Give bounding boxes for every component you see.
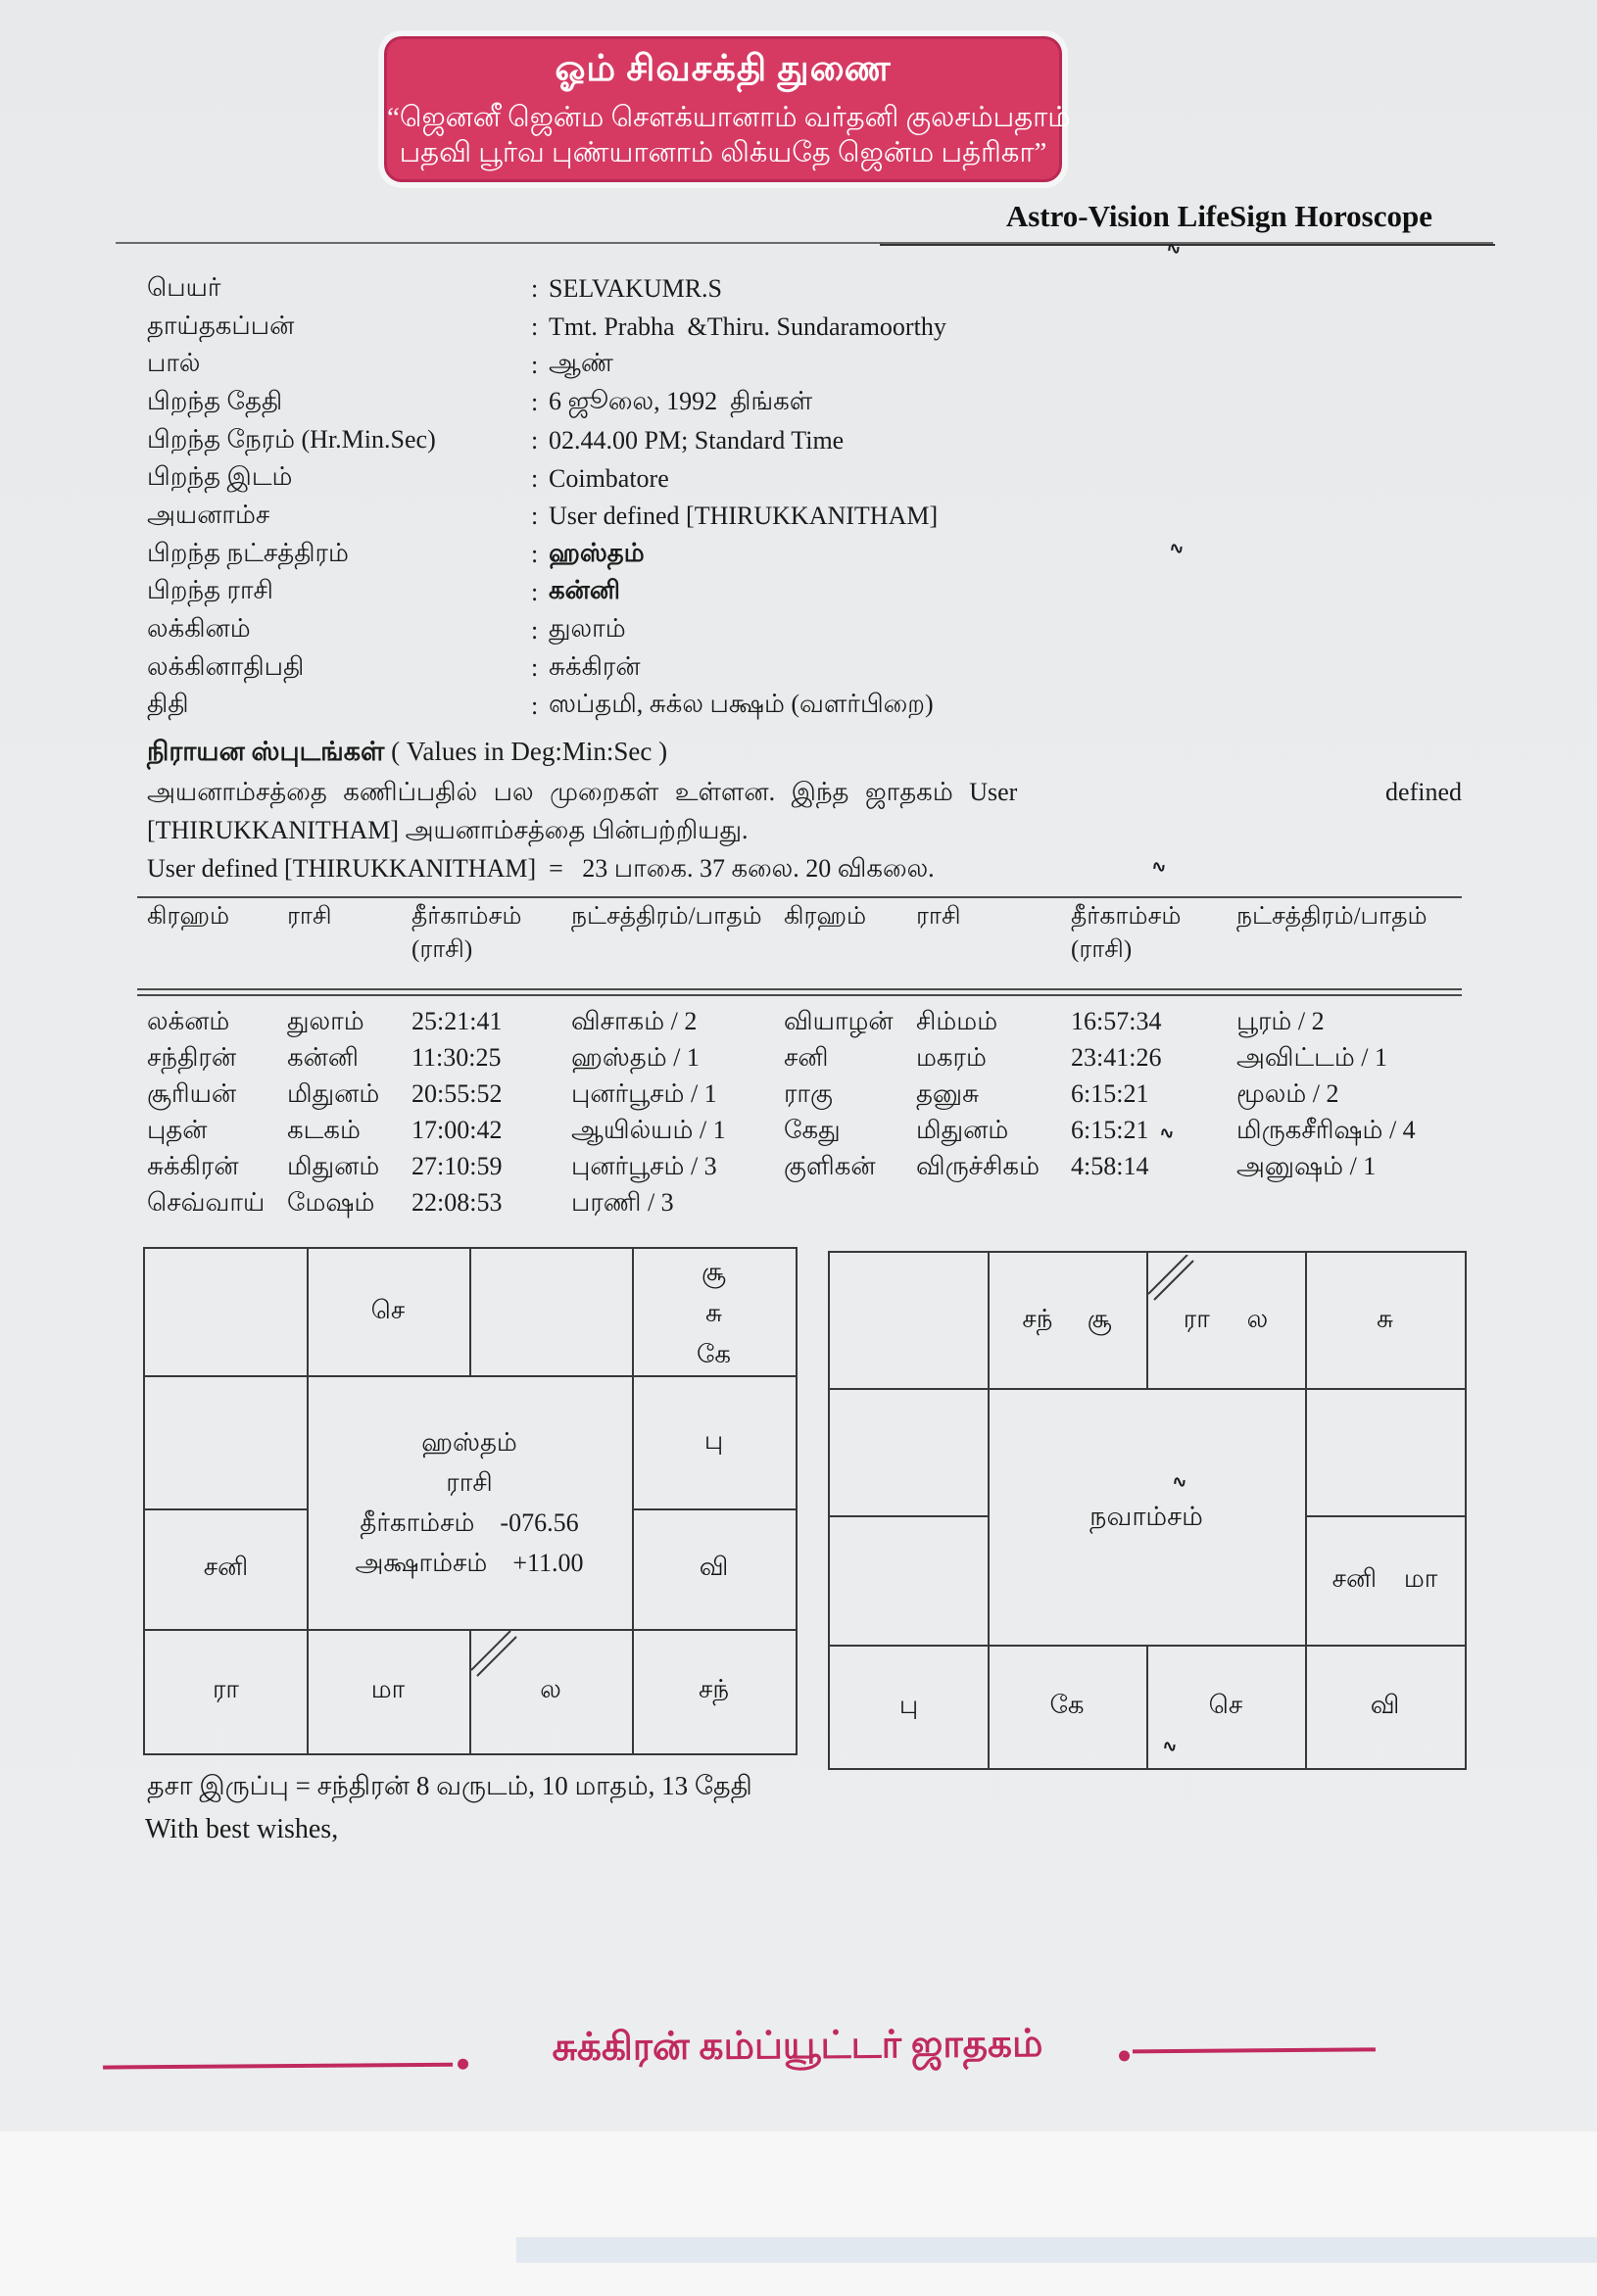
lagna-marker-icon (471, 1631, 518, 1678)
nakshatra-pada: அனுஷம் / 1 (1236, 1152, 1377, 1180)
nakshatra-pada: அவிட்டம் / 1 (1236, 1043, 1388, 1072)
invocation-text: ஓம் சிவசக்தி துணை (555, 49, 892, 89)
detail-separator: : (531, 350, 539, 379)
nav-cell-simmam (1305, 1515, 1465, 1645)
planet-name: சனி (784, 1043, 829, 1072)
planet-name: சுக்கிரன் (147, 1152, 239, 1180)
detail-value: User defined [THIRUKKANITHAM] (549, 502, 939, 531)
pen-mark: ∿ (1160, 1734, 1180, 1759)
table-row (784, 1152, 1470, 1188)
planet-name: வியாழன் (784, 1007, 894, 1035)
table-row (784, 1007, 1470, 1043)
detail-value: கன்னி (549, 576, 620, 605)
dasa-balance-line: தசா இருப்பு = சந்திரன் 8 வருடம், 10 மாதம், 13 தேதி (147, 1771, 752, 1800)
longitude-value: 11:30:25 (411, 1043, 502, 1072)
banner-dot-icon (458, 2059, 468, 2070)
detail-value: ஸப்தமி, சுக்ல பக்ஷம் (வளர்பிறை) (549, 690, 934, 719)
scan-artifact-band (516, 2237, 1597, 2263)
detail-label: பெயர் (147, 272, 221, 302)
longitude-value: 25:21:41 (411, 1007, 503, 1035)
latitude-row (355, 1543, 583, 1583)
detail-row (147, 688, 1466, 726)
longitude-row (360, 1503, 578, 1543)
pen-mark: ∿ (1164, 236, 1184, 262)
invocation-box (384, 36, 1071, 182)
table-header-rule-1 (137, 988, 1462, 990)
nakshatra-pada: புனர்பூசம் / 1 (571, 1079, 717, 1108)
planet-name: சந்திரன் (147, 1043, 237, 1072)
nav-cell-mithunam: சு (1377, 1304, 1393, 1333)
rasi-chart-center (307, 1377, 632, 1627)
rasi-name: மிதுனம் (916, 1116, 1009, 1144)
detail-row (147, 536, 1466, 574)
rasi-cell-simmam: வி (699, 1553, 729, 1581)
rasi-cell-dhanusu: ரா (212, 1675, 239, 1703)
table-row (784, 1116, 1470, 1152)
navamsa-chart-center (988, 1390, 1305, 1643)
detail-value: 02.44.00 PM; Standard Time (549, 426, 845, 455)
nakshatra-pada: ஆயில்யம் / 1 (571, 1116, 726, 1144)
lagna-marker-icon (1148, 1255, 1195, 1302)
detail-row (147, 309, 1466, 347)
detail-value: துலாம் (549, 614, 626, 644)
detail-row (147, 459, 1466, 498)
col-header-rasi: ராசி (287, 903, 332, 930)
navamsa-chart (828, 1251, 1467, 1770)
detail-separator: : (531, 615, 539, 645)
table-row (137, 1007, 784, 1043)
page-title: Astro-Vision LifeSign Horoscope (1005, 199, 1432, 233)
detail-value: SELVAKUMR.S (549, 274, 723, 304)
rasi-name: சிம்மம் (916, 1007, 998, 1035)
rasi-cell-mesham: செ (370, 1296, 406, 1324)
pen-mark: ∿ (1167, 536, 1186, 561)
planet-name: குளிகன் (784, 1152, 876, 1180)
chart-title: ராசி (446, 1467, 493, 1497)
col-header-deg-2: தீர்காம்சம் (1071, 903, 1182, 930)
banner-text: சுக்கிரன் கம்ப்யூட்டர் ஜாதகம் (552, 2023, 1043, 2069)
table-row (137, 1043, 784, 1079)
best-wishes-line: With best wishes, (145, 1814, 339, 1844)
table-row (784, 1079, 1470, 1116)
detail-label: அயனாம்ச (147, 500, 270, 529)
table-row (137, 1079, 784, 1116)
detail-label: தாய்தகப்பன் (147, 311, 295, 340)
nakshatra-pada: மிருகசீரிஷம் / 4 (1236, 1116, 1416, 1144)
rasi-cell-mithunam (632, 1251, 796, 1375)
col-header-deg-sub: (ராசி) (411, 936, 473, 963)
rasi-name: மேஷம் (287, 1188, 375, 1217)
nakshatra-pada: புனர்பூசம் / 3 (571, 1152, 717, 1180)
rasi-name: கடகம் (287, 1116, 361, 1144)
banner-line-left (103, 2063, 453, 2070)
planet-name: லக்னம் (147, 1007, 230, 1035)
birth-star: ஹஸ்தம் (421, 1427, 517, 1457)
pen-mark: ∿ (1170, 1469, 1189, 1495)
detail-label: லக்கினம் (147, 614, 251, 644)
detail-separator: : (531, 577, 539, 606)
planet-abbrev: கே (696, 1339, 732, 1368)
planet-name: புதன் (147, 1116, 208, 1144)
longitude-label: தீர்காம்சம் (360, 1507, 475, 1537)
sputa-section-title (147, 737, 667, 771)
footer-banner (0, 2016, 1597, 2097)
sputa-title-latin: ( Values in Deg:Min:Sec ) (391, 737, 668, 766)
col-header-graham-2: கிரஹம் (784, 903, 867, 930)
longitude-value: 17:00:42 (411, 1116, 503, 1144)
longitude-value: 16:57:34 (1071, 1007, 1162, 1035)
nakshatra-pada: ஹஸ்தம் / 1 (571, 1043, 700, 1072)
rasi-chart (143, 1247, 798, 1755)
table-header-rule-2 (137, 994, 1462, 996)
planet-abbrev: சந் (1022, 1304, 1053, 1333)
scan-bottom-area (0, 2131, 1597, 2296)
header-rule-under-title (880, 244, 1495, 246)
longitude-value: 20:55:52 (411, 1079, 503, 1108)
detail-label: திதி (147, 690, 189, 719)
pen-mark: ∿ (1157, 1121, 1177, 1146)
detail-row (147, 498, 1466, 536)
sputa-title-tamil: நிராயன ஸ்புடங்கள் (147, 737, 392, 766)
banner-dot-icon (1119, 2050, 1130, 2061)
detail-row (147, 574, 1466, 612)
rasi-name: கன்னி (287, 1043, 359, 1072)
rasi-name: தனுசு (916, 1079, 980, 1108)
rasi-name: விருச்சிகம் (916, 1152, 1040, 1180)
table-row (784, 1043, 1470, 1079)
planet-table-right (784, 1007, 1470, 1188)
planet-table-left (137, 1007, 784, 1224)
longitude-value: 6:15:21 (1071, 1079, 1149, 1108)
ayanamsa-value-line: User defined [THIRUKKANITHAM] = 23 பாகை. 37 கலை. 20 விகலை. (147, 854, 935, 883)
nav-cell-thulam: செ (1208, 1690, 1243, 1719)
rasi-cell-kanni: சந் (698, 1675, 730, 1703)
table-row (137, 1188, 784, 1224)
longitude-value: 27:10:59 (411, 1152, 503, 1180)
detail-row (147, 270, 1466, 309)
chart-title: நவாம்சம் (1089, 1501, 1203, 1531)
detail-row (147, 611, 1466, 649)
longitude-value: 23:41:26 (1071, 1043, 1162, 1072)
planet-name: ராகு (784, 1079, 833, 1108)
nakshatra-pada: பூரம் / 2 (1236, 1007, 1325, 1035)
planet-name: சூரியன் (147, 1079, 237, 1108)
sanskrit-quote-line2: பதவி பூர்வ புண்யானாம் லிக்யதே ஜென்ம பத்ரிகா” (399, 137, 1047, 168)
table-header (137, 903, 1462, 981)
sanskrit-quote-line1: “ஜெனனீ ஜென்ம செளக்யானாம் வர்தனி குலசம்பதாம் (387, 102, 1071, 133)
chart-grid-line (469, 1249, 471, 1375)
detail-label: லக்கினாதிபதி (147, 651, 305, 681)
detail-separator: : (531, 426, 539, 455)
chart-grid-line (830, 1515, 988, 1517)
detail-separator: : (531, 691, 539, 720)
nav-cell-dhanusu: பு (898, 1690, 919, 1719)
rasi-cell-viruchigam: மா (370, 1675, 406, 1703)
detail-row (147, 384, 1466, 422)
detail-label: பிறந்த தேதி (147, 386, 283, 415)
detail-value: ஆண் (549, 349, 613, 378)
col-header-nakshatra-2: நட்சத்திரம்/பாதம் (1236, 903, 1428, 930)
longitude-value: 6:15:21 (1071, 1116, 1149, 1144)
ayanamsa-paragraph-line2: [THIRUKKANITHAM] அயனாம்சத்தை பின்பற்றியது. (147, 816, 749, 844)
rasi-name: மிதுனம் (287, 1152, 380, 1180)
detail-separator: : (531, 653, 539, 683)
detail-row (147, 649, 1466, 688)
col-header-nakshatra: நட்சத்திரம்/பாதம் (571, 903, 762, 930)
table-row (137, 1116, 784, 1152)
col-header-graham: கிரஹம் (147, 903, 230, 930)
paragraph-text-end: defined (1385, 778, 1462, 806)
planet-abbrev: சு (705, 1298, 722, 1327)
detail-row (147, 346, 1466, 384)
detail-value: ஹஸ்தம் (549, 538, 645, 567)
rasi-cell-kadagam: பு (703, 1425, 724, 1455)
longitude-value: -076.56 (500, 1507, 579, 1537)
ayanamsa-paragraph-line1 (147, 778, 1462, 810)
longitude-value: 22:08:53 (411, 1188, 503, 1217)
rasi-name: துலாம் (287, 1007, 364, 1035)
nav-cell-viruchigam: கே (1049, 1690, 1085, 1719)
rasi-name: மிதுனம் (287, 1079, 380, 1108)
detail-label: பால் (147, 349, 201, 378)
paragraph-text: அயனாம்சத்தை கணிப்பதில் பல முறைகள் உள்ளன. இந்த ஜாதகம் User (147, 778, 1018, 806)
col-header-deg-sub-2: (ராசி) (1071, 936, 1133, 963)
banner-line-right (1133, 2047, 1376, 2053)
detail-separator: : (531, 502, 539, 531)
detail-separator: : (531, 463, 539, 493)
planet-abbrev: மா (1403, 1563, 1438, 1593)
table-top-rule (137, 896, 1462, 898)
detail-separator: : (531, 312, 539, 342)
personal-details-list (147, 270, 1466, 725)
planet-abbrev: சூ (702, 1257, 726, 1286)
nakshatra-pada: விசாகம் / 2 (571, 1007, 698, 1035)
detail-label: பிறந்த நேரம் (Hr.Min.Sec) (147, 424, 436, 454)
longitude-value: 4:58:14 (1071, 1152, 1149, 1180)
table-row (137, 1152, 784, 1188)
detail-value: Coimbatore (549, 463, 669, 493)
detail-label: பிறந்த இடம் (147, 462, 293, 492)
latitude-value: +11.00 (512, 1548, 584, 1577)
detail-separator: : (531, 274, 539, 304)
planet-name: கேது (784, 1116, 841, 1144)
detail-row (147, 422, 1466, 460)
nav-cell-mesham (988, 1253, 1146, 1388)
detail-separator: : (531, 540, 539, 569)
latitude-label: அக்ஷாம்சம் (355, 1548, 488, 1577)
pen-mark: ∿ (1149, 854, 1169, 880)
detail-label: பிறந்த நட்சத்திரம் (147, 538, 349, 567)
planet-abbrev: சனி (1331, 1563, 1378, 1593)
detail-value: Tmt. Prabha &Thiru. Sundaramoorthy (549, 312, 946, 342)
col-header-rasi-2: ராசி (916, 903, 961, 930)
planet-abbrev: சூ (1087, 1304, 1112, 1333)
planet-abbrev: ரா (1183, 1304, 1210, 1333)
col-header-deg: தீர்காம்சம் (411, 903, 522, 930)
planet-abbrev: ல (1246, 1304, 1269, 1333)
nakshatra-pada: பரணி / 3 (571, 1188, 674, 1217)
nakshatra-pada: மூலம் / 2 (1236, 1079, 1339, 1108)
detail-value: சுக்கிரன் (549, 651, 641, 681)
rasi-name: மகரம் (916, 1043, 987, 1072)
rasi-cell-makaram: சனி (203, 1553, 249, 1581)
planet-name: செவ்வாய் (147, 1188, 266, 1217)
detail-value: 6 ஜூலை, 1992 திங்கள் (549, 386, 813, 415)
detail-label: பிறந்த ராசி (147, 576, 273, 605)
rasi-cell-thulam-lagna: ல (540, 1675, 561, 1703)
nav-cell-kanni: வி (1370, 1690, 1400, 1719)
detail-separator: : (531, 388, 539, 417)
